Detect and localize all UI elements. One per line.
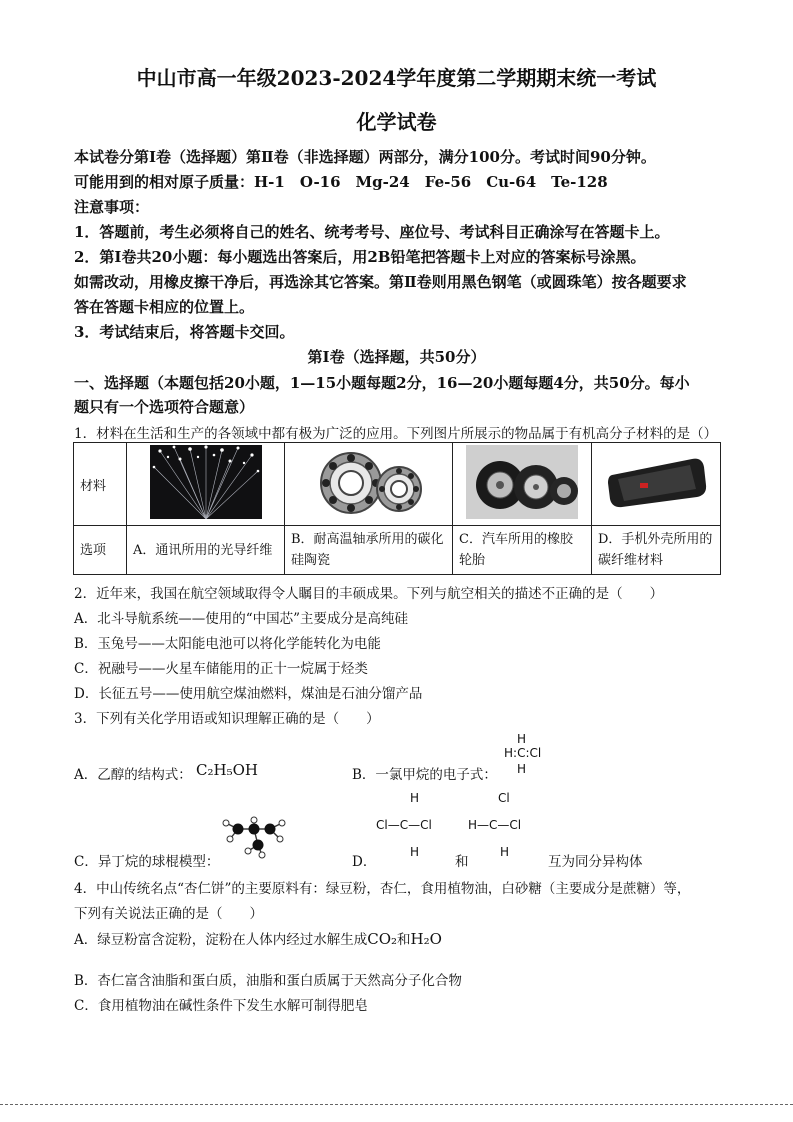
bearing-image-cell: [285, 443, 453, 526]
q3-b-h-bottom: H: [517, 762, 527, 776]
q4-option-a: [74, 928, 442, 948]
q4-stem-line-2: 下列有关说法正确的是（ ）: [74, 906, 263, 922]
q3-b-electron-formula: H:C:Cl: [504, 746, 542, 760]
rubber-tire-image: [466, 445, 578, 519]
q4-stem-line-1: 4．中山传统名点“杏仁饼”的主要原料有：绿豆粉，杏仁，食用植物油，白砂糖（主要成分是蔗糖）等，: [74, 881, 691, 897]
q4-option-a-h2o: H₂O: [410, 930, 442, 948]
part1-line-a: 一、选择题（本题包括20小题，1—15小题每题2分，16—20小题每题4分，共50分。每小: [74, 374, 690, 392]
q3-d-tail: 互为同分异构体: [548, 854, 643, 870]
intro-line-1: 本试卷分第Ⅰ卷（选择题）第Ⅱ卷（非选择题）两部分，满分100分。考试时间90分钟。: [74, 148, 656, 166]
q4-option-a-text: A．绿豆粉富含淀粉，淀粉在人体内经过水解生成: [74, 932, 368, 948]
isobutane-ball-stick-model: [218, 815, 292, 861]
tire-image-cell: [453, 443, 592, 526]
q1-option-c: C．汽车所用的橡胶轮胎: [453, 526, 592, 575]
notice-1: 1．答题前，考生必须将自己的姓名、统考考号、座位号、考试科目正确涂写在答题卡上。: [74, 223, 670, 241]
q3-option-d-text: D．: [352, 854, 377, 870]
q1-material-table: [73, 442, 721, 575]
q3-option-a-formula: C₂H₅OH: [196, 761, 258, 779]
notice-2b: 如需改动，用橡皮擦干净后，再选涂其它答案。第Ⅱ卷则用黑色钢笔（或圆珠笔）按各题要求: [74, 273, 687, 291]
q3-d-mol1-top: H: [410, 791, 420, 805]
q3-option-b-text: B．一氯甲烷的电子式：: [352, 767, 497, 783]
q1-option-d: D．手机外壳所用的碳纤维材料: [592, 526, 721, 575]
q1-stem: 1．材料在生活和生产的各领域中都有极为广泛的应用。下列图片所展示的物品属于有机高分子材料的是（）: [74, 426, 718, 442]
section-title: 第Ⅰ卷（选择题，共50分）: [307, 348, 486, 366]
q3-d-mol1-middle: Cl—C—Cl: [376, 818, 432, 832]
q3-d-mol2-middle: H—C—Cl: [468, 818, 522, 832]
q4-option-a-co2: CO₂: [367, 930, 398, 948]
notice-2: 2．第Ⅰ卷共20小题：每小题选出答案后，用2B铅笔把答题卡上对应的答案标号涂黑。: [74, 248, 646, 266]
exam-subtitle: 化学试卷: [356, 110, 437, 134]
ceramic-bearing-image: [313, 445, 425, 519]
q3-option-a-text: A．乙醇的结构式：: [74, 767, 192, 783]
part1-line-b: 题只有一个选项符合题意）: [74, 398, 255, 416]
q2-option-c: C．祝融号——火星车储能用的正十一烷属于烃类: [74, 661, 368, 677]
notice-2c: 答在答题卡相应的位置上。: [74, 298, 255, 316]
intro-line-2: 可能用到的相对原子质量：H-1 O-16 Mg-24 Fe-56 Cu-64 Te-128: [74, 173, 608, 191]
exam-title: 中山市高一年级2023-2024学年度第二学期期末统一考试: [136, 66, 657, 90]
q2-option-b: B．玉兔号——太阳能电池可以将化学能转化为电能: [74, 636, 381, 652]
q3-b-h-top: H: [517, 732, 527, 746]
q3-stem: 3．下列有关化学用语或知识理解正确的是（ ）: [74, 711, 380, 727]
q4-option-b: B．杏仁富含油脂和蛋白质，油脂和蛋白质属于天然高分子化合物: [74, 973, 462, 989]
notice-3: 3．考试结束后，将答题卡交回。: [74, 323, 295, 341]
page-bottom-divider: [0, 1104, 793, 1105]
q3-d-mol2-bottom: H: [500, 845, 510, 859]
row-label-material: 材料: [74, 443, 127, 526]
q2-option-a: A．北斗导航系统——使用的“中国芯”主要成分是高纯硅: [74, 611, 409, 627]
phone-case-image: [600, 445, 712, 519]
optical-fiber-image: [150, 445, 262, 519]
q1-option-b: B．耐高温轴承所用的碳化硅陶瓷: [285, 526, 453, 575]
row-label-option: 选项: [74, 526, 127, 575]
q3-d-mol2-top: Cl: [498, 791, 510, 805]
q4-option-a-and: 和: [397, 932, 411, 948]
phone-image-cell: [592, 443, 721, 526]
notice-title: 注意事项：: [74, 198, 150, 216]
q1-option-a: A．通讯所用的光导纤维: [127, 526, 285, 575]
fiber-image-cell: [127, 443, 285, 526]
q3-d-and: 和: [455, 854, 469, 870]
q4-option-c: C．食用植物油在碱性条件下发生水解可制得肥皂: [74, 998, 368, 1014]
q2-option-d: D．长征五号——使用航空煤油燃料，煤油是石油分馏产品: [74, 686, 423, 702]
q3-d-mol1-bottom: H: [410, 845, 420, 859]
q2-stem: 2．近年来，我国在航空领域取得令人瞩目的丰硕成果。下列与航空相关的描述不正确的是（ ）: [74, 586, 664, 602]
q3-option-c-text: C．异丁烷的球棍模型：: [74, 854, 220, 870]
